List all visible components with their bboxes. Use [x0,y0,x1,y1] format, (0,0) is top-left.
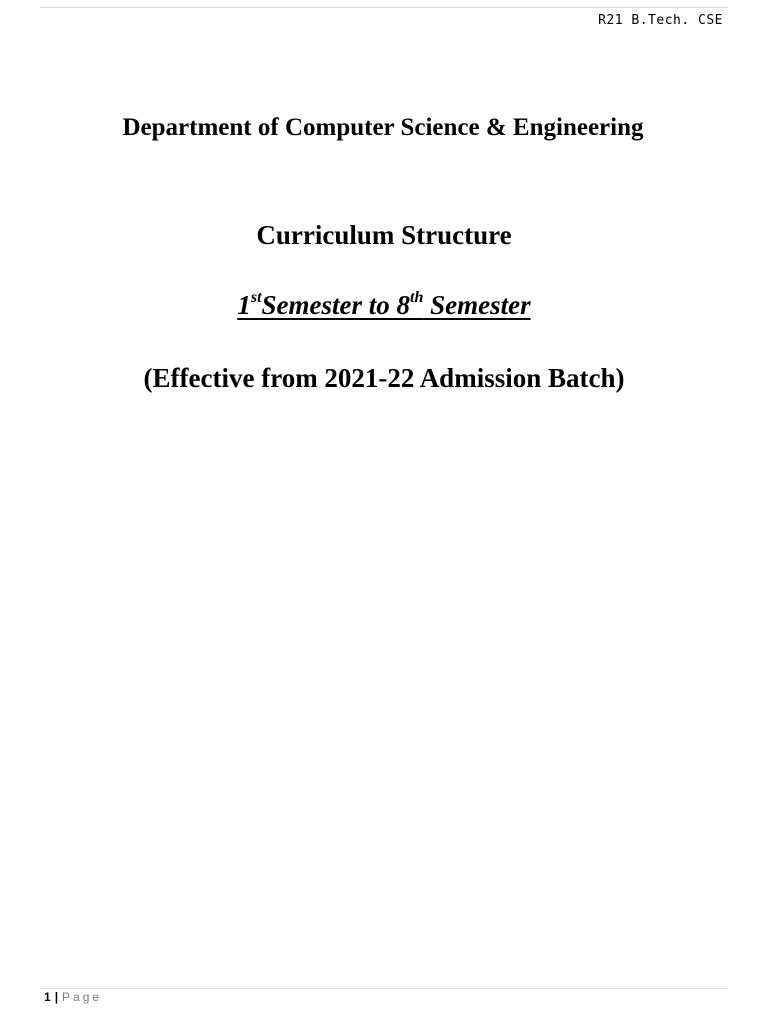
effective-note: (Effective from 2021-22 Admission Batch) [143,363,625,393]
semester-middle-text: Semester to 8 [261,290,411,320]
running-header: R21 B.Tech. CSE [598,13,723,28]
semester-end-text: Semester [423,290,531,320]
header-rule [40,7,728,8]
page-footer [44,990,102,1004]
footer-separator: | [54,990,59,1004]
page-number: 1 [44,990,51,1004]
semester-end-suffix: th [410,289,424,306]
document-title: Curriculum Structure [256,220,512,250]
page-label: Page [62,990,103,1004]
semester-range [0,290,768,321]
semester-start-number: 1 [237,290,251,320]
footer-rule [40,988,728,989]
department-heading: Department of Computer Science & Engineering [122,114,644,141]
semester-start-suffix: st [250,289,262,306]
